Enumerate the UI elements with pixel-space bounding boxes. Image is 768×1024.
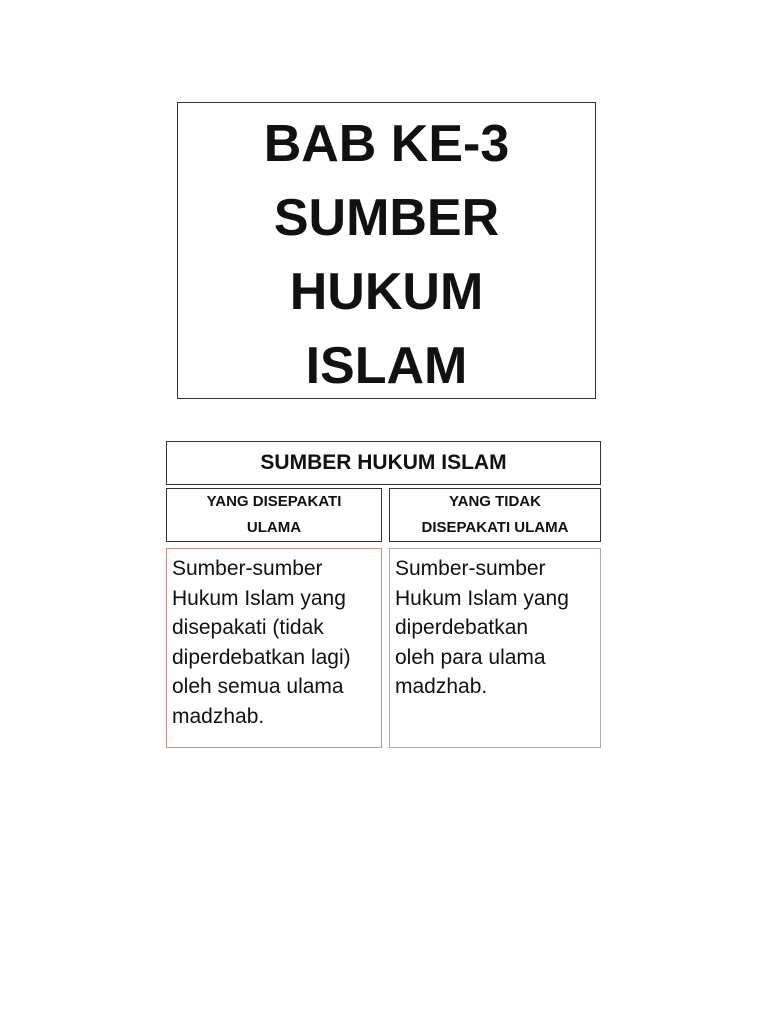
text-line: oleh semua ulama	[172, 675, 344, 698]
title-line: BAB KE-3	[263, 115, 510, 173]
text-line: disepakati (tidak	[172, 616, 324, 639]
title-line: ISLAM	[305, 337, 468, 395]
column-heading-agreed	[166, 488, 382, 542]
text-line: madzhab.	[172, 704, 265, 728]
title-line: SUMBER	[273, 189, 500, 247]
column-heading-disputed	[389, 488, 601, 542]
text-line: Hukum Islam yang	[172, 586, 346, 610]
column-text-disputed	[389, 548, 601, 748]
heading-line: ULAMA	[246, 519, 302, 536]
text-line: Hukum Islam yang	[395, 586, 569, 610]
text-line: oleh para ulama	[395, 645, 546, 669]
heading-line: DISEPAKATI ULAMA	[421, 519, 569, 536]
chapter-title-box	[177, 102, 596, 399]
text-line: Sumber-sumber	[172, 557, 323, 580]
column-text-agreed	[166, 548, 382, 748]
text-line: diperdebatkan lagi)	[172, 645, 351, 669]
title-line: HUKUM	[289, 263, 484, 321]
text-line: madzhab.	[395, 675, 488, 698]
heading-line: YANG TIDAK	[449, 493, 541, 510]
text-line: diperdebatkan	[395, 616, 529, 639]
heading-line: YANG DISEPAKATI	[206, 493, 342, 510]
text-line: Sumber-sumber	[395, 557, 546, 580]
table-header: SUMBER HUKUM ISLAM	[166, 441, 601, 485]
